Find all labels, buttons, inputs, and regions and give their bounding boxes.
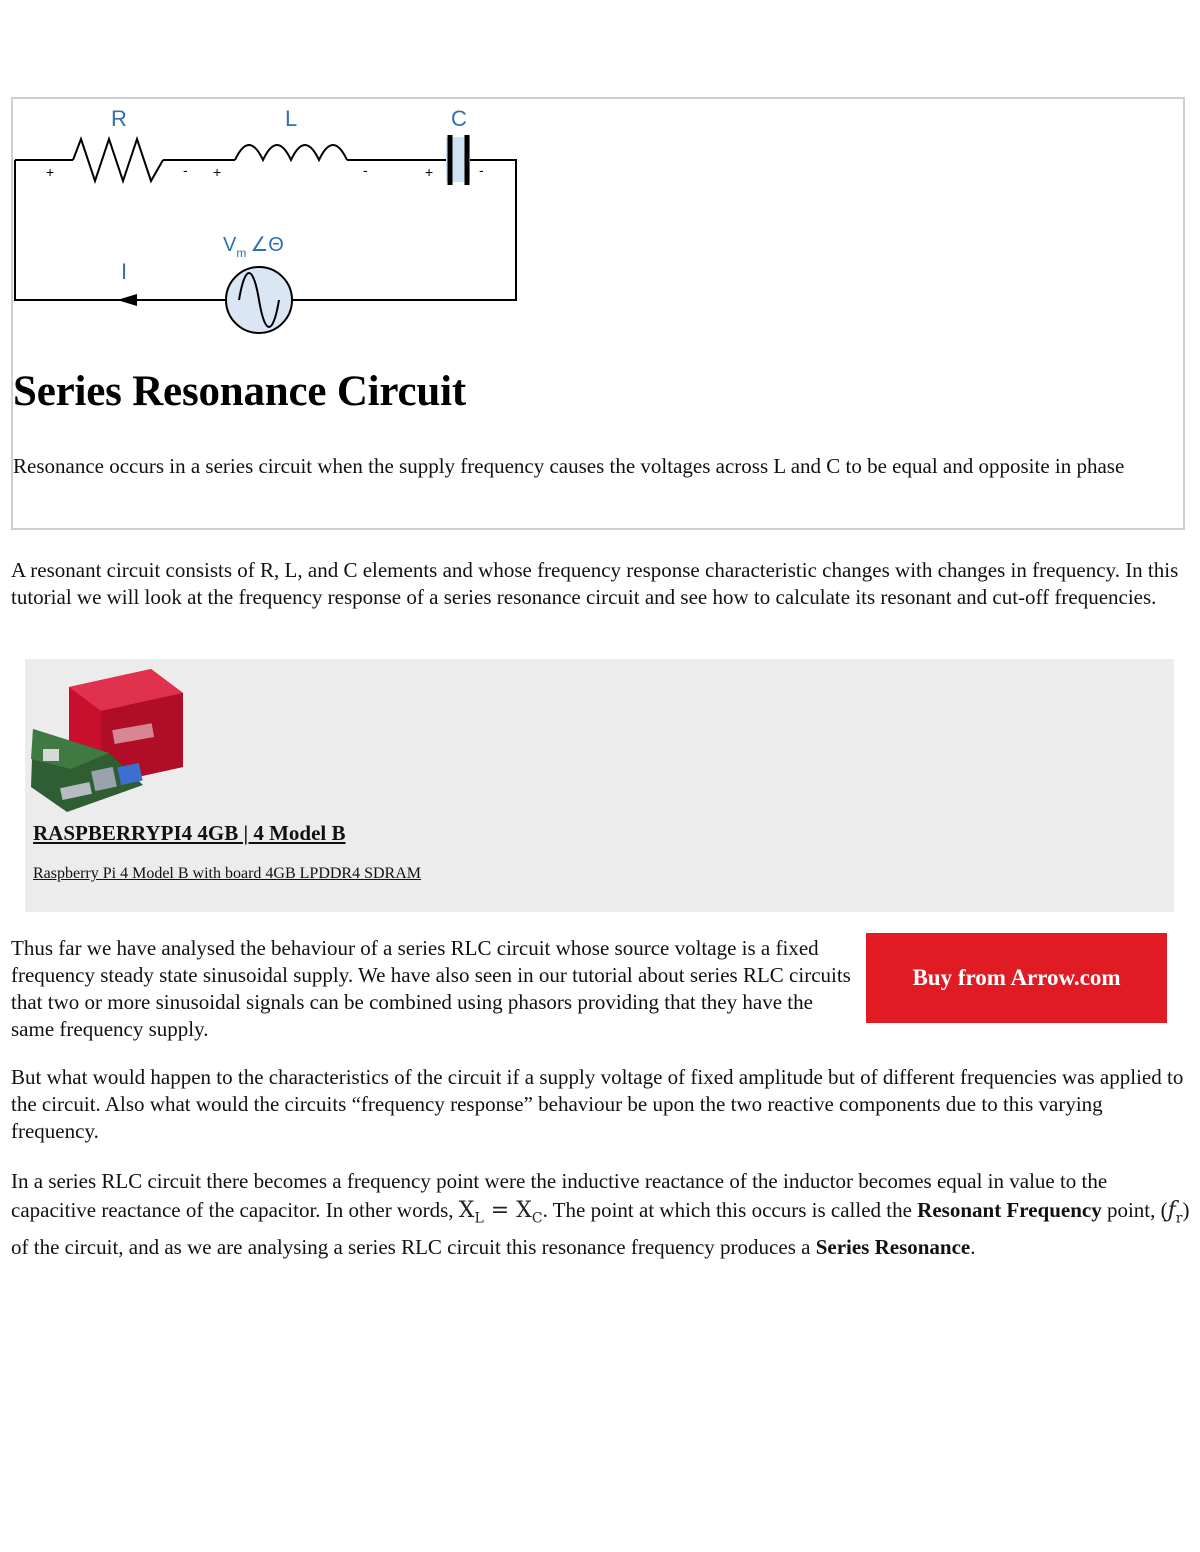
label-source-v: V: [223, 234, 237, 256]
label-r: R: [111, 106, 127, 131]
math-equals: =: [483, 1198, 517, 1223]
math-fr: [1167, 1198, 1183, 1227]
math-x-c: X: [516, 1198, 532, 1223]
series-rlc-circuit-diagram: [13, 99, 533, 344]
label-c: C: [451, 106, 467, 131]
intro-paragraph: A resonant circuit consists of R, L, and C elements and whose frequency response characteristic changes with changes in frequency. In this tutorial we will look at the frequency response of a series resonance circuit and see how to calculate its resonant and cut-off frequencies.: [11, 558, 1179, 609]
paragraph-2: But what would happen to the characteristics of the circuit if a supply voltage of fixed amplitude but of different frequencies was applied to the circuit. Also what would the circuits “frequency response” behaviour be upon the two reactive components due to this varying frequency.: [11, 1065, 1184, 1143]
p3-text-e: .: [970, 1235, 976, 1260]
product-title-link[interactable]: RASPBERRYPI4 4GB | 4 Model B: [33, 821, 346, 845]
math-f: ƒ: [1167, 1198, 1176, 1223]
term-resonant-frequency: Resonant Frequency: [917, 1198, 1102, 1222]
paragraph-3: [11, 1167, 1191, 1262]
current-arrow-icon: [117, 294, 137, 306]
polarity-minus-r: -: [183, 162, 188, 178]
polarity-minus-c: -: [479, 162, 484, 178]
p3-text-d: ) of the circuit, and as we are analysing a series RLC circuit this resonance frequency produces a: [11, 1198, 1190, 1260]
math-xl-equals-xc: [458, 1198, 543, 1227]
polarity-plus-r: +: [46, 164, 55, 180]
label-source-sub: m: [236, 246, 247, 260]
raspberry-pi-product-image[interactable]: [31, 667, 183, 812]
term-series-resonance: Series Resonance: [815, 1235, 971, 1260]
polarity-plus-c: +: [425, 164, 434, 180]
header-figure-box: [11, 97, 1185, 530]
page-title: Series Resonance Circuit: [13, 368, 466, 415]
figure-caption: Resonance occurs in a series circuit when the supply frequency causes the voltages across L and C to be equal and opposite in phase: [13, 454, 1125, 478]
buy-from-arrow-button[interactable]: Buy from Arrow.com: [866, 933, 1167, 1023]
label-source-phase: ∠Θ: [250, 234, 284, 256]
label-source: [223, 234, 284, 260]
p3-text-b: . The point at which this occurs is called the: [542, 1198, 918, 1222]
math-sub-c: C: [531, 1210, 543, 1227]
label-l: L: [285, 106, 298, 131]
p3-text-c: point, (: [1101, 1198, 1168, 1222]
math-sub-l: L: [474, 1210, 484, 1227]
polarity-minus-l: -: [363, 162, 368, 178]
polarity-plus-l: +: [213, 164, 222, 180]
math-sub-r: r: [1175, 1210, 1183, 1227]
p3-text-a: In a series RLC circuit there becomes a frequency point were the inductive reactance of the inductor becomes equal in value to the capacitive reactance of the capacitor. In other words,: [11, 1169, 1108, 1222]
paragraph-1: Thus far we have analysed the behaviour of a series RLC circuit whose source voltage is a fixed frequency steady state sinusoidal supply. We have also seen in our tutorial about series RLC circuits that two or more sinusoidal signals can be combined using phasors providing that they have the same frequency supply.: [11, 936, 851, 1041]
product-description-link[interactable]: Raspberry Pi 4 Model B with board 4GB LPDDR4 SDRAM: [33, 865, 422, 882]
math-x-l: X: [458, 1198, 475, 1223]
product-ad[interactable]: [25, 659, 1174, 912]
label-current: I: [121, 259, 128, 284]
